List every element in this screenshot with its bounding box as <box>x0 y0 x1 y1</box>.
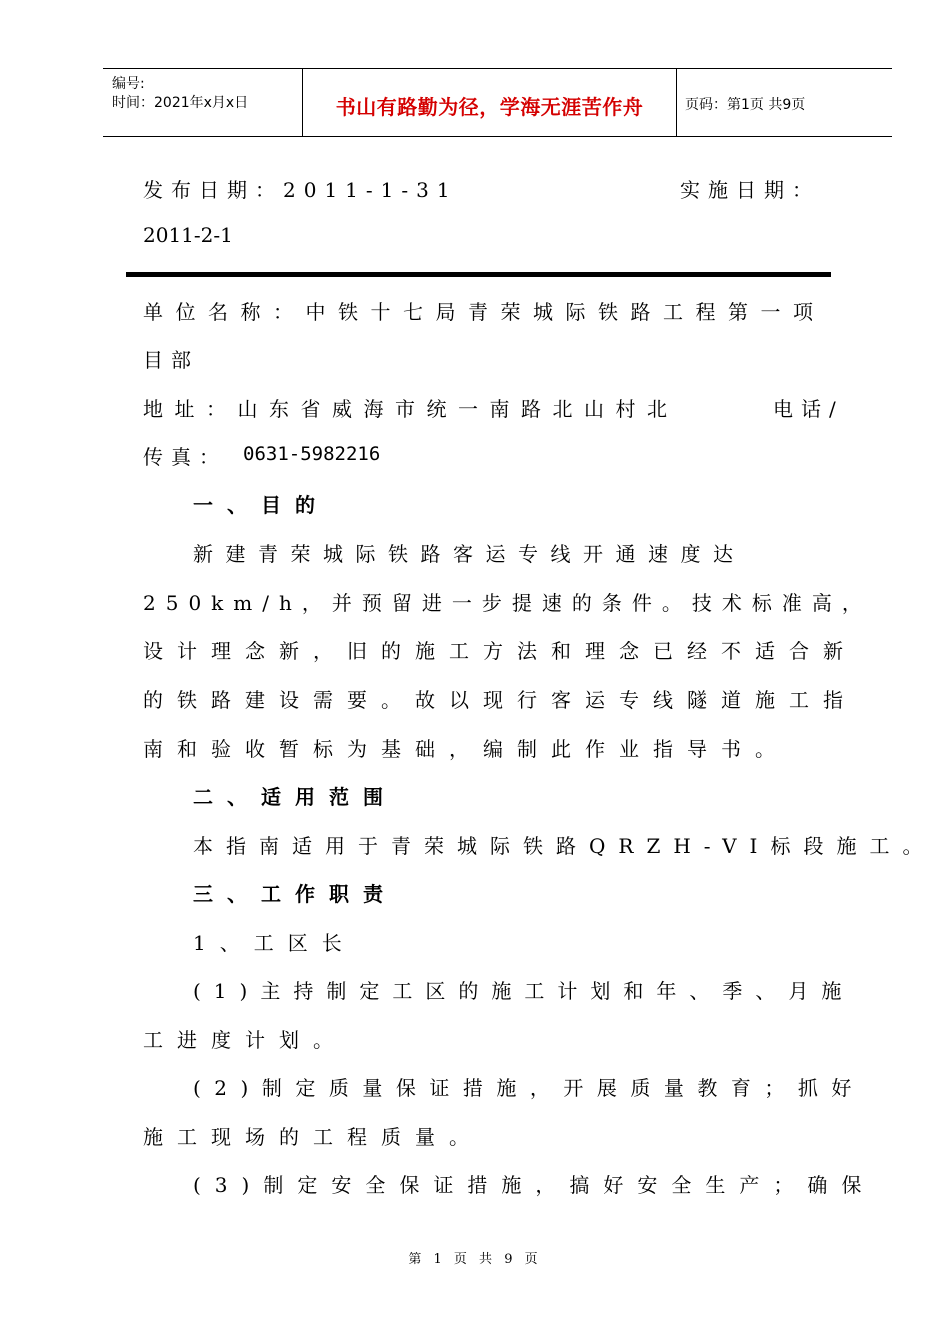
duty-item-3-line1: (3)制定安全保证措施，搞好安全生产；确保 <box>193 1173 876 1197</box>
section-1-title: 一、目的 <box>193 493 329 517</box>
fax-label: 传真： <box>143 445 227 469</box>
header-meta-cell <box>103 69 302 136</box>
implement-date-label: 实施日期： <box>680 178 820 202</box>
release-date: 发布日期：2011-1-31 <box>143 178 458 202</box>
implement-date-value: 2011-2-1 <box>143 223 233 247</box>
section-3-title: 三、工作职责 <box>193 882 397 906</box>
section-3-sub-1: 1、工区长 <box>193 931 356 955</box>
divider-rule <box>126 272 831 277</box>
fax-number: 0631-5982216 <box>243 443 381 465</box>
header-page-cell <box>676 69 892 136</box>
duty-item-1-line2: 工进度计划。 <box>143 1028 347 1052</box>
duty-item-2-line2: 施工现场的工程质量。 <box>143 1125 483 1149</box>
page-footer: 第 1 页 共 9 页 <box>408 1252 542 1267</box>
section-1-para-line2: 250km/h，并预留进一步提速的条件。技术标准高， <box>143 591 872 615</box>
section-1-para-line3: 设计理念新，旧的施工方法和理念已经不适合新 <box>143 639 857 663</box>
section-1-para-line1: 新建青荣城际铁路客运专线开通速度达 <box>193 542 746 566</box>
unit-name-line1: 单位名称：中铁十七局青荣城际铁路工程第一项 <box>143 300 826 324</box>
number-label: 编号: <box>112 76 145 92</box>
motto-text: 书山有路勤为径，学海无涯苦作舟 <box>335 95 644 119</box>
unit-name-line2: 目部 <box>143 348 199 372</box>
page-header <box>103 68 892 137</box>
section-1-para-line4: 的铁路建设需要。故以现行客运专线隧道施工指 <box>143 688 857 712</box>
section-1-para-line5: 南和验收暂标为基础，编制此作业指导书。 <box>143 737 789 761</box>
address-line: 地址：山东省威海市统一南路北山村北 <box>143 397 679 421</box>
duty-item-1-line1: (1)主持制定工区的施工计划和年、季、月施 <box>193 979 855 1003</box>
phone-label: 电话/ <box>773 397 844 421</box>
section-2-title: 二、适用范围 <box>193 785 397 809</box>
duty-item-2-line1: (2)制定质量保证措施，开展质量教育；抓好 <box>193 1076 865 1100</box>
section-2-para: 本指南适用于青荣城际铁路QRZH-VI标段施工。 <box>193 834 936 858</box>
header-motto-cell <box>302 69 677 136</box>
time-label: 时间：2021年x月x日 <box>112 95 249 111</box>
page-info: 页码：第1页 共9页 <box>685 97 806 113</box>
